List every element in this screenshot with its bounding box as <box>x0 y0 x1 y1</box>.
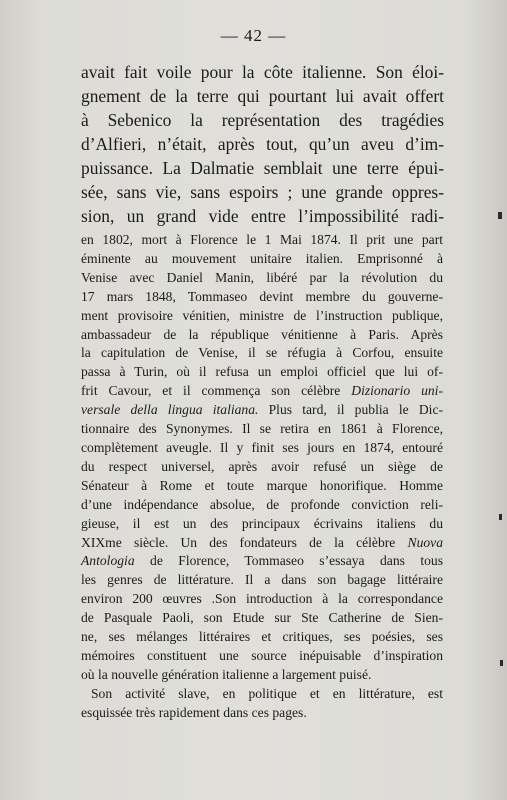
footnote-line <box>81 382 443 401</box>
journal-title-italic: Nuova <box>407 534 443 550</box>
footnote-text: de Florence, Tommaseo s’essaya dans tous <box>134 553 443 569</box>
footnote-line: éminente au mouvement unitaire italien. Emprisonné à <box>81 250 443 266</box>
main-text-block <box>81 60 444 228</box>
footnote-line: en 1802, mort à Florence le 1 Mai 1874. Il prit une part <box>81 232 443 247</box>
scan-mark <box>499 514 502 520</box>
book-title-italic: Dizionario uni- <box>351 383 443 399</box>
footnote-line: esquissée très rapidement dans ces pages. <box>81 704 307 720</box>
main-line: puissance. La Dalmatie semblait une terre épui- <box>81 158 444 178</box>
footnote-line: Son activité slave, en politique et en littérature, est <box>91 685 443 701</box>
main-line: à Sebenico la représentation des tragédies <box>81 110 444 130</box>
footnote-text: Plus tard, il publia le Dic- <box>258 402 443 418</box>
main-line: d’Alfieri, n’était, après tout, qu’un aveu d’im- <box>81 134 444 154</box>
main-line: avait fait voile pour la côte italienne. Son éloi- <box>81 62 444 82</box>
footnote-line: Sénateur à Rome et toute marque honorifique. Homme <box>81 477 443 493</box>
footnote-text: frit Cavour, et il commença son célèbre <box>81 383 352 399</box>
footnote-line: complètement aveugle. Il y finit ses jours en 1874, entouré <box>81 439 443 455</box>
main-line: sée, sans vie, sans espoirs ; une grande oppres- <box>81 182 444 202</box>
main-line: sion, un grand vide entre l’impossibilité radi- <box>81 206 444 226</box>
footnote-line <box>81 552 443 571</box>
scan-mark <box>498 212 502 219</box>
footnote-line: ambassadeur de la république vénitienne à Paris. Après <box>81 326 443 342</box>
footnote-line: passa à Turin, où il refusa un emploi officiel que lui of- <box>81 364 443 380</box>
book-title-italic: versale della lingua italiana. <box>81 402 259 418</box>
footnote-line: mémoires constituent une source inépuisable d’inspiration <box>81 647 443 663</box>
footnote-line: les genres de littérature. Il a dans son bagage littéraire <box>81 572 443 588</box>
footnote-line: environ 200 œuvres .Son introduction à la correspondance <box>81 591 443 607</box>
journal-title-italic: Antologia <box>81 553 135 569</box>
footnote-line: gieuse, il est un des principaux écrivains italiens du <box>81 515 443 531</box>
footnote-line: tionnaire des Synonymes. Il se retira en 1861 à Florence, <box>81 421 443 437</box>
footnote-line: la capitulation de Venise, il se réfugia à Corfou, ensuite <box>81 345 443 361</box>
footnote-line: de Pasquale Paoli, son Etude sur Ste Catherine de Sien- <box>81 610 443 626</box>
footnote-line: ment provisoire vénitien, ministre de l’instruction publique, <box>81 307 443 323</box>
main-line: gnement de la terre qui pourtant lui avait offert <box>81 86 444 106</box>
footnote-line: ne, ses mélanges littéraires et critiques, ses poésies, ses <box>81 629 443 645</box>
footnote-line: d’une indépendance absolue, de profonde conviction reli- <box>81 496 443 512</box>
page-number: — 42 — <box>220 26 287 45</box>
footnote-line <box>81 401 443 420</box>
footnote-line: 17 mars 1848, Tommaseo devint membre du gouverne- <box>81 288 443 304</box>
footnote-line: Venise avec Daniel Manin, libéré par la révolution du <box>81 269 443 285</box>
footnote-line: du respect universel, après avoir refusé un siège de <box>81 458 443 474</box>
footnote-text: XIXme siècle. Un des fondateurs de la célèbre <box>81 534 408 550</box>
scan-mark <box>500 660 503 666</box>
footnote-block <box>81 231 443 723</box>
footnote-line: où la nouvelle génération italienne a largement puisé. <box>81 666 372 682</box>
footnote-line <box>81 534 443 553</box>
